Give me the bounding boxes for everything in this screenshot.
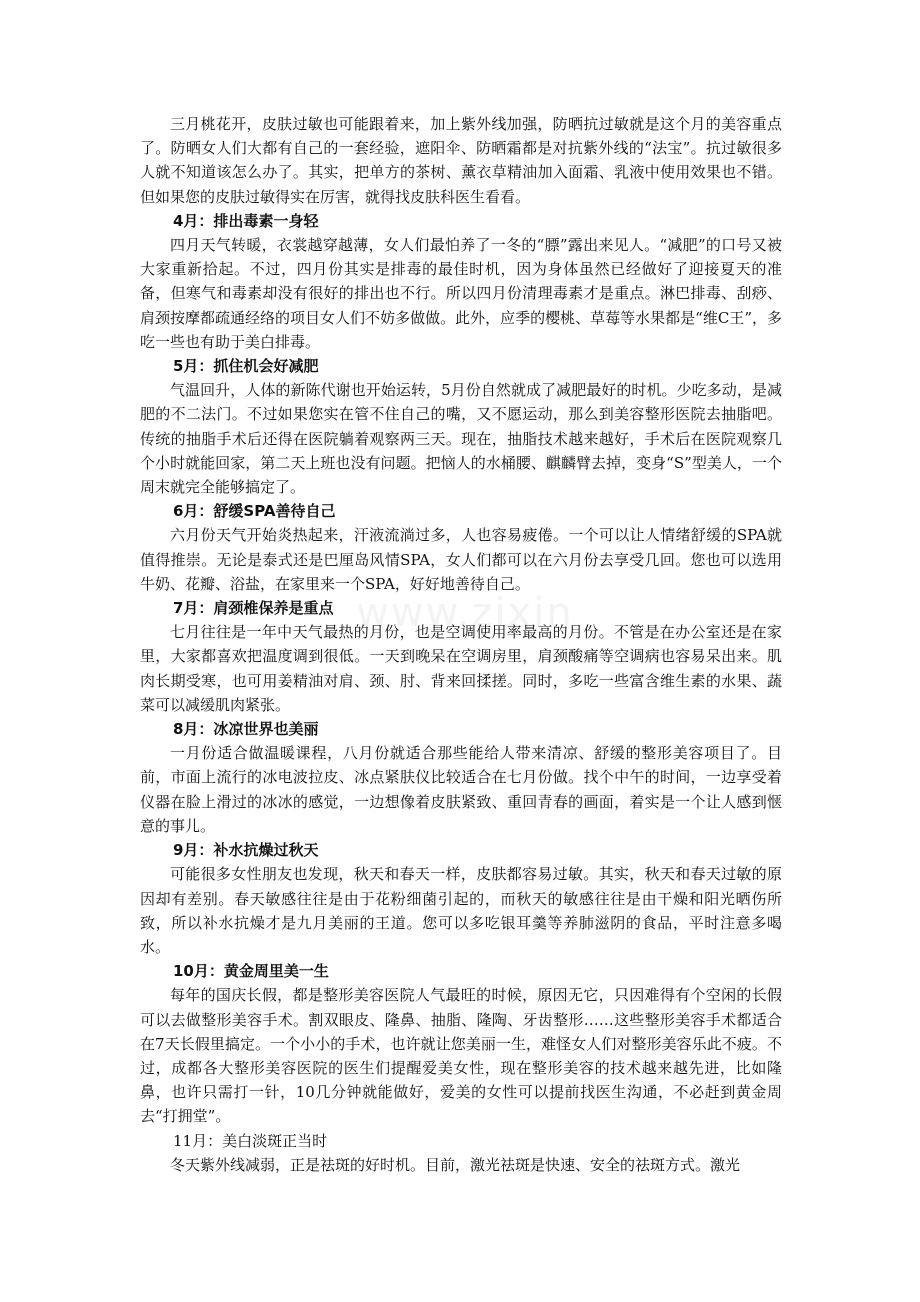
intro-paragraph: 三月桃花开，皮肤过敏也可能跟着来，加上紫外线加强，防晒抗过敏就是这个月的美容重点了。防晒女人们大都有自己的一套经验，遮阳伞、防晒霜都是对抗紫外线的“法宝”。抗过敏很多人就不知道该怎么办了。其实，把单方的茶树、薰衣草精油加入面霜、乳液中使用效果也不错。但如果您的皮肤过敏得实在厉害，就得找皮肤科医生看看。 — [140, 115, 782, 206]
section-heading-april: 4月：排出毒素一身轻 — [173, 211, 319, 230]
section-heading-august: 8月：冰凉世界也美丽 — [173, 720, 319, 739]
section-heading-october: 10月：黄金周里美一生 — [173, 962, 329, 981]
section-heading-july: 7月：肩颈椎保养是重点 — [173, 599, 334, 618]
article-body — [140, 112, 782, 1177]
section-paragraph-august: 一月份适合做温暖课程，八月份就适合那些能给人带来清凉、舒缓的整形美容项目了。目前，市面上流行的冰电波拉皮、冰点紧肤仪比较适合在七月份做。找个中午的时间，一边享受着仪器在脸上滑过的冰冰的感觉，一边想像着皮肤紧致、重回青春的画面，着实是一个让人感到惬意的事儿。 — [140, 744, 782, 835]
section-paragraph-july: 七月往往是一年中天气最热的月份，也是空调使用率最高的月份。不管是在办公室还是在家里，大家都喜欢把温度调到很低。一天到晚呆在空调房里，肩颈酸痛等空调病也容易呆出来。肌肉长期受寒，也可用姜精油对肩、颈、肘、背来回揉搓。同时，多吃一些富含维生素的水果、蔬菜可以减缓肌肉紧张。 — [140, 623, 782, 714]
section-paragraph-may: 气温回升，人体的新陈代谢也开始运转，5月份自然就成了减肥最好的时机。少吃多动，是减肥的不二法门。不过如果您实在管不住自己的嘴，又不愿运动，那么到美容整形医院去抽脂吧。传统的抽脂手术后还得在医院躺着观察两三天。现在，抽脂技术越来越好，手术后在医院观察几个小时就能回家，第二天上班也没有问题。把恼人的水桶腰、麒麟臂去掉，变身“S”型美人，一个周末就完全能够搞定了。 — [140, 381, 782, 497]
section-heading-june: 6月：舒缓SPA善待自己 — [173, 502, 336, 521]
section-paragraph-june: 六月份天气开始炎热起来，汗液流淌过多，人也容易疲倦。一个可以让人情绪舒缓的SPA就值得推崇。无论是泰式还是巴厘岛风情SPA，女人们都可以在六月份去享受几回。您也可以选用牛奶、花瓣、浴盐，在家里来一个SPA，好好地善待自己。 — [140, 526, 782, 593]
section-paragraph-october: 每年的国庆长假，都是整形美容医院人气最旺的时候，原因无它，只因难得有个空闲的长假可以去做整形美容手术。割双眼皮、隆鼻、抽脂、隆陶、牙齿整形……这些整形美容手术都适合在7天长假里搞定。一个小小的手术，也许就让您美丽一生，难怪女人们对整形美容乐此不疲。不过，成都各大整形美容医院的医生们提醒爱美女性，现在整形美容的技术越来越先进，比如隆鼻，也许只需打一针，10几分钟就能做好，爱美的女性可以提前找医生沟通，不必赶到黄金周去“打拥堂”。 — [140, 986, 782, 1126]
section-paragraph-september: 可能很多女性朋友也发现，秋天和春天一样，皮肤都容易过敏。其实，秋天和春天过敏的原因却有差别。春天敏感往往是由于花粉细菌引起的，而秋天的敏感往往是由干燥和阳光晒伤所致，所以补水抗燥才是九月美丽的王道。您可以多吃银耳羹等养肺滋阴的食品，平时注意多喝水。 — [140, 865, 782, 956]
section-heading-may: 5月：抓住机会好减肥 — [173, 357, 319, 376]
section-heading-september: 9月：补水抗燥过秋天 — [173, 841, 319, 860]
section-heading-november: 11月：美白淡斑正当时 — [173, 1131, 328, 1150]
watermark: www.zixin — [356, 590, 574, 636]
section-paragraph-november: 冬天紫外线减弱，正是祛斑的好时机。目前，激光祛斑是快速、安全的祛斑方式。激光 — [170, 1155, 741, 1174]
section-paragraph-april: 四月天气转暖，衣裳越穿越薄，女人们最怕养了一冬的“膘”露出来见人。“减肥”的口号又被大家重新拾起。不过，四月份其实是排毒的最佳时机，因为身体虽然已经做好了迎接夏天的准备，但寒气和毒素却没有很好的排出也不行。所以四月份清理毒素才是重点。淋巴排毒、刮痧、肩颈按摩都疏通经络的项目女人们不妨多做做。此外，应季的樱桃、草莓等水果都是“维C王”，多吃一些也有助于美白排毒。 — [140, 236, 782, 351]
